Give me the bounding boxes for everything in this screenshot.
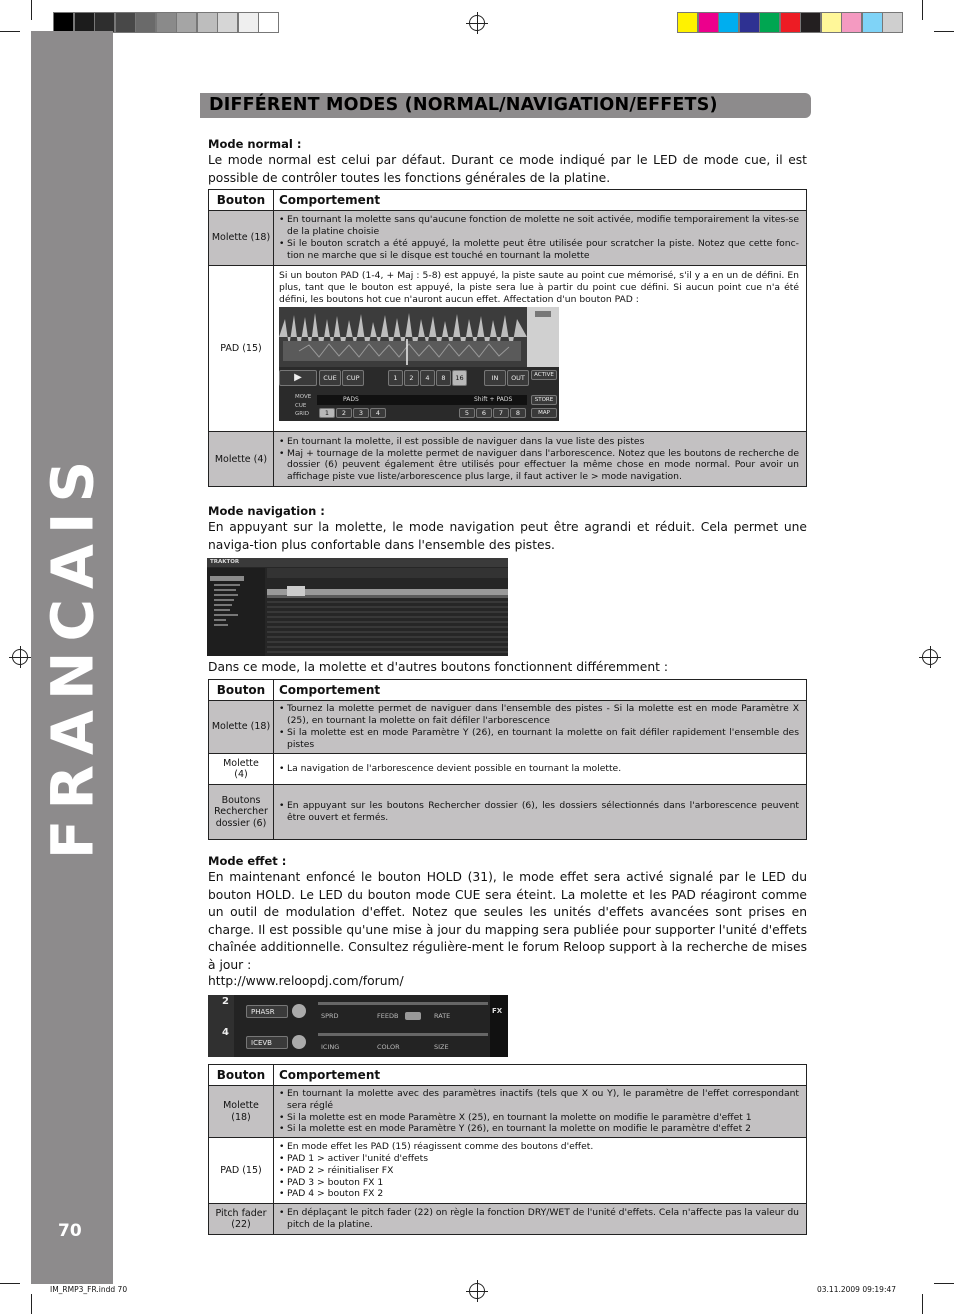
navigation-mode-title: Mode navigation : <box>208 504 325 518</box>
col-header-button: Bouton <box>209 680 274 701</box>
row-key: Boutons Rechercher dossier (6) <box>209 785 274 840</box>
pad-1-button[interactable]: 1 <box>319 408 335 418</box>
page-number: 70 <box>58 1221 82 1241</box>
color-swatch <box>197 12 218 33</box>
pad-7-button[interactable]: 7 <box>493 408 509 418</box>
list-item: • PAD 1 > activer l'unité d'effets <box>279 1153 799 1165</box>
color-swatch <box>780 12 801 33</box>
list-item: • En déplaçant le pitch fader (22) on règle la fonction DRY/WET de l'unité d'effets. Cela n'affecte pas la valeur du pitch de la platine. <box>279 1207 799 1231</box>
fx-toggle-button[interactable] <box>405 1012 421 1020</box>
shift-pads-label: Shift + PADS <box>474 396 513 403</box>
list-item: • Tournez la molette permet de naviguer dans l'ensemble des pistes - Si la molette est en mode Paramètre X (25), en tournant la molette on fait défiler l'arborescence <box>279 703 799 727</box>
crop-mark <box>31 1294 32 1314</box>
color-swatch <box>258 12 279 33</box>
row-key: Pitch fader (22) <box>209 1204 274 1235</box>
normal-mode-title: Mode normal : <box>208 137 302 151</box>
row-key: Molette (18) <box>209 211 274 266</box>
section-header <box>200 93 811 118</box>
crop-mark <box>0 31 20 32</box>
list-item: • En mode effet les PAD (15) réagissent comme des boutons d'effet. <box>279 1141 799 1153</box>
waveform-display <box>279 307 527 367</box>
crop-mark <box>934 31 954 32</box>
normal-mode-text: Le mode normal est celui par défaut. Durant ce mode indiqué par le LED de mode cue, il est possible de contrôler toutes les fonctions générales de la platine. <box>208 153 807 185</box>
list-item: • Si la molette est en mode Paramètre Y (26), en tournant la molette on fait défiler rapidement l'ensemble des pistes <box>279 727 799 751</box>
pad-2-button[interactable]: 2 <box>336 408 352 418</box>
footer-date: 03.11.2009 09:19:47 <box>817 1285 897 1294</box>
crop-mark <box>922 0 923 20</box>
crop-mark <box>31 0 32 20</box>
color-swatch <box>677 12 698 33</box>
navigation-mode-text: En appuyant sur la molette, le mode navigation peut être agrandi et réduit. Cela permet une naviga-tion plus confortable dans l'ensemble des pistes. <box>208 520 807 552</box>
registration-mark-icon <box>469 1283 485 1299</box>
list-item: • Si la molette est en mode Paramètre X (25), en tournant la molette on modifie le paramètre d'effet 1 <box>279 1112 799 1124</box>
row-key: PAD (15) <box>209 1138 274 1204</box>
play-button[interactable]: ▶ <box>279 370 317 386</box>
row-key: Molette (4) <box>209 754 274 785</box>
list-item: • Si le bouton scratch a été appuyé, la molette peut être utilisée pour scratcher la piste. Notez que cette fonc-tion ne marche que si le disque est touché en tournant la molette <box>279 238 799 262</box>
list-item: • En tournant la molette sans qu'aucune fonction de molette ne soit activée, modifie temporairement la vites-se de la platine choisie <box>279 214 799 238</box>
navigation-mode-text-2: Dans ce mode, la molette et d'autres boutons fonctionnent différemment : <box>208 660 669 674</box>
fx-select-1[interactable]: PHASR <box>246 1005 288 1018</box>
list-item: • Si la molette est en mode Paramètre Y (26), en tournant la molette on modifie le paramètre d'effet 2 <box>279 1123 799 1135</box>
fx-param-label: COLOR <box>377 1043 400 1051</box>
list-item: • Maj + tournage de la molette permet de naviguer dans l'arborescence. Notez que les boutons de recherche de dossier (6) peuvent également être utilisés pour effectuer la même chose en mode normal. Pour avoir un affichage piste vue liste/arborescence plus large, il faut activer le > mode navigation. <box>279 448 799 483</box>
loop-active-button[interactable]: ACTIVE <box>531 370 557 380</box>
cup-button[interactable]: CUP <box>342 370 364 386</box>
col-header-behavior: Comportement <box>274 190 807 211</box>
col-header-behavior: Comportement <box>274 1065 807 1086</box>
color-swatch <box>217 12 238 33</box>
list-item: • PAD 3 > bouton FX 1 <box>279 1177 799 1189</box>
mode-cue-label: CUE <box>295 402 307 409</box>
dry-wet-knob-icon[interactable] <box>292 1035 306 1049</box>
fx-unit-number: 4 <box>222 1027 229 1038</box>
effect-mode-text: En maintenant enfoncé le bouton HOLD (31), le mode effet sera activé signalé par le LED du bouton HOLD. Le LED du bouton mode CUE sera éteint. La molette et les PAD réagiront comme un outil de modulation d'effet. Notez que seules les unités d'effets avancées sont prises en charge. Il est possible qu'une mise à jour du mapping sera publiée pour supporter l'unité d'effets chaînée additionnelle. Consultez régulière-ment le forum Reloop support à la recherche de mises à jour : <box>208 870 807 972</box>
pad-6-button[interactable]: 6 <box>476 408 492 418</box>
language-tab <box>30 450 114 860</box>
color-swatch <box>841 12 862 33</box>
list-item: • PAD 2 > réinitialiser FX <box>279 1165 799 1177</box>
color-swatch <box>759 12 780 33</box>
color-swatch <box>94 12 115 33</box>
color-swatch <box>115 12 136 33</box>
map-button[interactable]: MAP <box>531 408 557 418</box>
loop-16-button[interactable]: 16 <box>452 370 467 386</box>
color-swatch <box>74 12 95 33</box>
footer-file: IM_RMP3_FR.indd 70 <box>50 1285 128 1294</box>
fx-param-label: ICING <box>321 1043 340 1051</box>
crop-mark <box>934 1283 954 1284</box>
col-header-button: Bouton <box>209 190 274 211</box>
pad-3-button[interactable]: 3 <box>353 408 369 418</box>
mode-move-label: MOVE <box>295 394 312 400</box>
row-text: Si un bouton PAD (1-4, + Maj : 5-8) est appuyé, la piste saute au point cue mémorisé, s'il y a en un de défini. En plus, tant que le bouton est appuyé, la piste sera lue à partir du point cue défini. Si aucun point cue n'a été défini, les boutons hot cue n'auront aucun effet. Affectation d'un bouton PAD : <box>279 270 799 305</box>
effect-mode-table <box>208 1064 807 1235</box>
loop-4-button[interactable]: 4 <box>420 370 435 386</box>
color-swatch <box>862 12 883 33</box>
section-title: DIFFÉRENT MODES (NORMAL/NAVIGATION/EFFETS) <box>209 95 718 115</box>
fx-select-2[interactable]: ICEVB <box>246 1036 288 1049</box>
loop-2-button[interactable]: 2 <box>404 370 419 386</box>
row-key: Molette (4) <box>209 432 274 487</box>
crop-mark <box>0 1283 20 1284</box>
color-swatch <box>800 12 821 33</box>
table-row <box>209 785 807 840</box>
table-row <box>209 754 807 785</box>
effect-mode-title: Mode effet : <box>208 854 287 868</box>
forum-link[interactable]: http://www.reloopdj.com/forum/ <box>208 974 404 988</box>
crop-mark <box>922 1294 923 1314</box>
browser-screenshot <box>207 558 508 656</box>
dry-wet-knob-icon[interactable] <box>292 1004 306 1018</box>
color-swatch <box>882 12 903 33</box>
registration-mark-icon <box>922 649 938 665</box>
color-swatch <box>698 12 719 33</box>
loop-1-button[interactable]: 1 <box>388 370 403 386</box>
language-label: FRANCAIS <box>38 450 107 860</box>
col-header-behavior: Comportement <box>274 680 807 701</box>
registration-mark-icon <box>12 649 28 665</box>
color-swatch <box>739 12 760 33</box>
table-row <box>209 1086 807 1138</box>
color-swatch <box>238 12 259 33</box>
table-row <box>209 701 807 754</box>
pad-4-button[interactable]: 4 <box>370 408 386 418</box>
fx-screenshot <box>208 995 508 1057</box>
row-key: PAD (15) <box>209 266 274 432</box>
pad-5-button[interactable]: 5 <box>459 408 475 418</box>
list-item: • En appuyant sur les boutons Rechercher dossier (6), les dossiers sélectionnés dans l'arborescence peuvent être ouvert et fermés. <box>279 800 799 824</box>
loop-8-button[interactable]: 8 <box>436 370 451 386</box>
list-item: • En tournant la molette avec des paramètres inactifs (tels que X ou Y), le paramètre de l'effet correspondant sera réglé <box>279 1088 799 1112</box>
row-key: Molette (18) <box>209 701 274 754</box>
fx-param-label: SIZE <box>434 1043 449 1051</box>
cue-button[interactable]: CUE <box>319 370 341 386</box>
color-swatch <box>176 12 197 33</box>
table-row <box>209 1138 807 1204</box>
color-swatch <box>135 12 156 33</box>
loop-out-button[interactable]: OUT <box>507 370 529 386</box>
list-item: • PAD 4 > bouton FX 2 <box>279 1188 799 1200</box>
store-button[interactable]: STORE <box>531 395 557 405</box>
color-swatch <box>53 12 74 33</box>
pads-label: PADS <box>343 396 359 403</box>
color-swatch <box>821 12 842 33</box>
deck-screenshot <box>279 307 559 421</box>
fx-param-label: FEEDB <box>377 1012 399 1020</box>
fx-param-label: SPRD <box>321 1012 339 1020</box>
fx-param-label: RATE <box>434 1012 451 1020</box>
list-item: • La navigation de l'arborescence devient possible en tournant la molette. <box>279 763 799 775</box>
table-row <box>209 432 807 487</box>
mode-grid-label: GRID <box>295 411 309 417</box>
col-header-button: Bouton <box>209 1065 274 1086</box>
fx-label: FX <box>492 1007 503 1015</box>
traktor-logo: TRAKTOR <box>210 559 240 565</box>
pad-8-button[interactable]: 8 <box>510 408 526 418</box>
list-item: • En tournant la molette, il est possible de naviguer dans la vue liste des pistes <box>279 436 799 448</box>
color-swatch <box>718 12 739 33</box>
navigation-mode-table <box>208 679 807 840</box>
row-key: Molette (18) <box>209 1086 274 1138</box>
fx-unit-number: 2 <box>222 996 229 1007</box>
table-row <box>209 211 807 266</box>
registration-mark-icon <box>469 15 485 31</box>
table-row <box>209 1204 807 1235</box>
color-swatch <box>156 12 177 33</box>
loop-in-button[interactable]: IN <box>484 370 506 386</box>
